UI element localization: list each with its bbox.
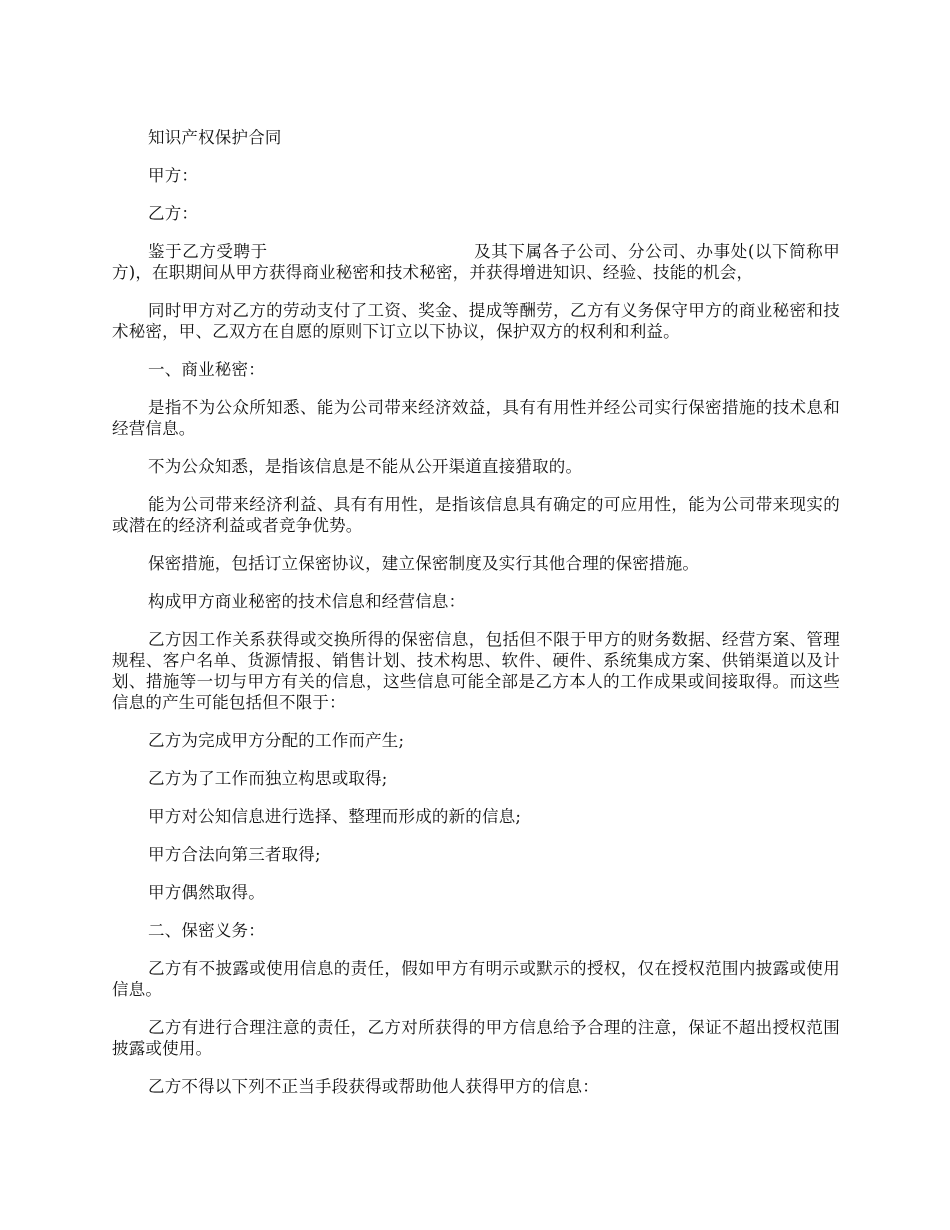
document-body [112, 127, 840, 1114]
preamble-text-after-blank: 及其下属各子公司、分公司、办事处(以下简称甲方)，在职期间从甲方获得商业秘密和技术秘密，并获得增进知识、经验、技能的机会， [112, 242, 841, 282]
not-public-definition: 不为公众知悉，是指该信息是不能从公开渠道直接猎取的。 [148, 457, 583, 476]
party-b-label: 乙方： [148, 204, 199, 223]
info-source-item-1: 乙方为完成甲方分配的工作而产生; [148, 731, 405, 750]
preamble-paragraph-2: 同时甲方对乙方的劳动支付了工资、奖金、提成等酬劳，乙方有义务保守甲方的商业秘密和技术秘密，甲、乙双方在自愿的原则下订立以下协议，保护双方的权利和利益。 [112, 301, 840, 341]
info-source-item-4: 甲方合法向第三者取得; [148, 845, 321, 864]
usefulness-definition: 能为公司带来经济利益、具有有用性，是指该信息具有确定的可应用性，能为公司带来现实的或潜在的经济利益或者竞争优势。 [112, 495, 840, 535]
preamble-paragraph-1 [112, 241, 840, 283]
confidentiality-measures-definition: 保密措施，包括订立保密协议，建立保密制度及实行其他合理的保密措施。 [148, 554, 700, 573]
preamble-text-before-blank: 鉴于乙方受聘于 [148, 242, 268, 261]
improper-means-prohibition: 乙方不得以下列不正当手段获得或帮助他人获得甲方的信息： [148, 1077, 599, 1096]
confidential-info-scope: 乙方因工作关系获得或交换所得的保密信息，包括但不限于甲方的财务数据、经营方案、管理规程、客户名单、货源情报、销售计划、技术构思、软件、硬件、系统集成方案、供销渠道以及计划、措施等一切与甲方有关的信息，这些信息可能全部是乙方本人的工作成果或间接取得。而这些信息的产生可能包括但不限于： [112, 630, 840, 712]
trade-secret-composition-intro: 构成甲方商业秘密的技术信息和经营信息： [148, 592, 466, 611]
info-source-item-5: 甲方偶然取得。 [148, 883, 265, 902]
non-disclosure-duty: 乙方有不披露或使用信息的责任，假如甲方有明示或默示的授权，仅在授权范围内披露或使用信息。 [112, 959, 840, 999]
party-a-label: 甲方： [148, 166, 199, 185]
document-title: 知识产权保护合同 [148, 128, 282, 147]
trade-secret-definition: 是指不为公众所知悉、能为公司带来经济效益，具有有用性并经公司实行保密措施的技术息和经营信息。 [112, 398, 840, 438]
section-2-heading: 二、保密义务： [148, 921, 265, 940]
reasonable-care-duty: 乙方有进行合理注意的责任，乙方对所获得的甲方信息给予合理的注意，保证不超出授权范围披露或使用。 [112, 1018, 840, 1058]
info-source-item-3: 甲方对公知信息进行选择、整理而形成的新的信息; [148, 807, 522, 826]
info-source-item-2: 乙方为了工作而独立构思或取得; [148, 769, 388, 788]
section-1-heading: 一、商业秘密： [148, 360, 265, 379]
